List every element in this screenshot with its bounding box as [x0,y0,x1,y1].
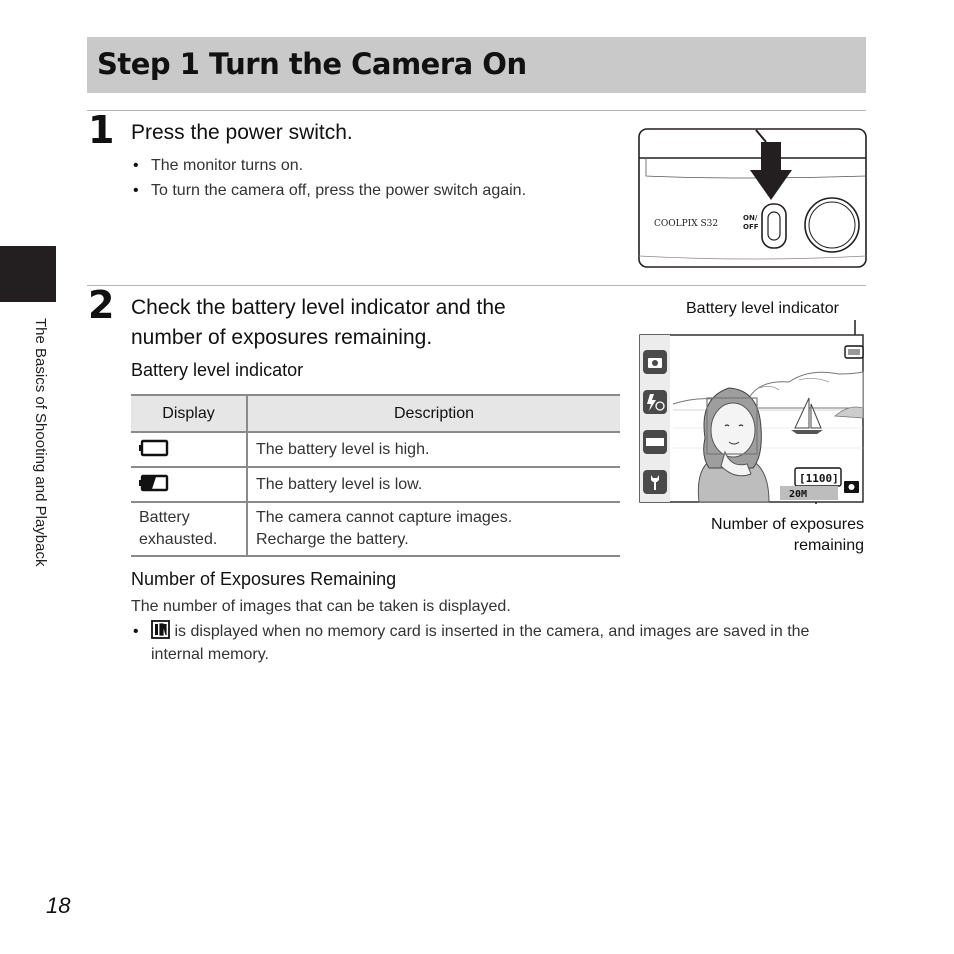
model-label: COOLPIX S32 [654,219,719,229]
list-item: • To turn the camera off, press the power switch again. [131,179,611,202]
divider [87,285,866,286]
battery-low-icon [139,474,169,492]
step-2-heading-line1: Check the battery level indicator and the [131,296,506,319]
flash-timer-icon [643,390,667,414]
exposures-bullet-text-line1: is displayed when no memory card is inserted in the camera, and images are saved in the [174,623,810,640]
table-row [131,432,620,467]
setup-icon [643,470,667,494]
battery-section-title: Battery level indicator [131,360,304,380]
column-header-display: Display [131,395,247,432]
table-row [131,467,620,502]
camera-icon [643,350,667,374]
caption-battery-indicator: Battery level indicator [686,300,839,317]
camera-monitor-illustration [639,318,865,504]
page-title: Step 1 Turn the Camera On [97,47,527,81]
camera-power-switch-illustration [638,128,868,270]
battery-table [131,394,620,557]
table-header-row [131,395,620,432]
image-size: 20M [789,489,808,500]
caption-exposures-line2: remaining [793,537,864,554]
list-item: • The monitor turns on. [131,154,611,177]
description-cell: The battery level is low. [247,467,620,502]
step-1-bullets [131,154,611,204]
step-2-number: 2 [88,283,115,327]
step-1-number: 1 [88,108,115,152]
exposures-body: The number of images that can be taken is displayed. [131,598,511,615]
title-bar [87,37,866,93]
caption-exposures [688,514,864,556]
exposure-count: [1100] [799,472,839,485]
description-line2: Recharge the battery. [256,531,409,548]
step-1-heading: Press the power switch. [131,121,353,144]
exposures-bullet-text-line2: internal memory. [151,646,269,663]
section-tab [0,246,56,302]
internal-memory-icon [151,620,170,639]
table-row [131,502,620,556]
display-text-line2: exhausted. [139,531,218,548]
caption-exposures-line1: Number of exposures [711,516,864,533]
description-cell: The battery level is high. [247,432,620,467]
display-text-line1: Battery [139,509,190,526]
section-label: The Basics of Shooting and Playback [32,318,49,567]
camera-mode-icon [844,481,859,493]
page-number: 18 [46,893,71,918]
switch-label-off: OFF [743,223,759,231]
switch-label-on: ON/ [743,214,758,222]
scene-icon [643,430,667,454]
divider [87,110,866,111]
description-line1: The camera cannot capture images. [256,509,513,526]
column-header-description: Description [247,395,620,432]
exposures-section-title: Number of Exposures Remaining [131,569,397,589]
battery-full-icon [139,439,169,457]
step-2-heading-line2: number of exposures remaining. [131,326,433,349]
